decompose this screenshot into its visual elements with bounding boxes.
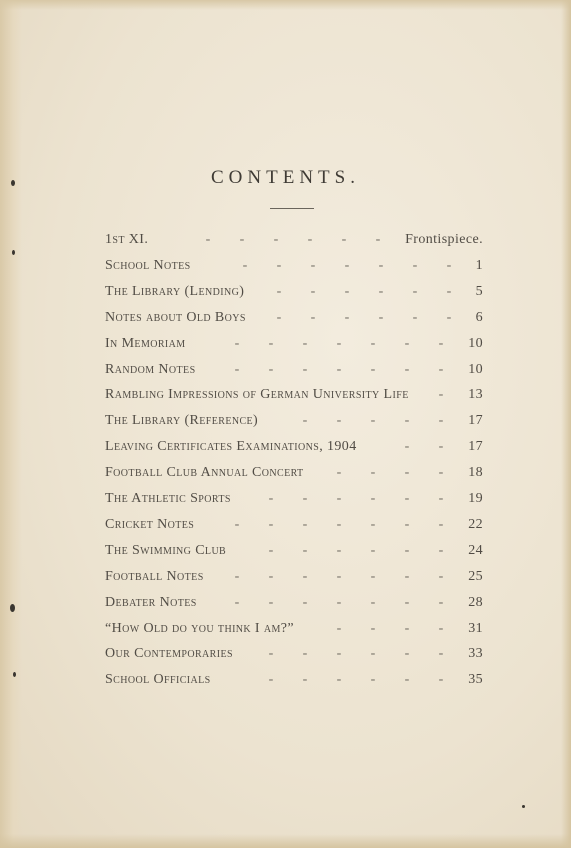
toc-entry-title: The Swimming Club xyxy=(105,542,227,558)
toc-entry-page: 10 xyxy=(468,335,483,351)
toc-entry-page: 19 xyxy=(468,491,483,506)
toc-entry xyxy=(105,670,483,690)
toc-entry xyxy=(105,541,483,561)
toc-entry-title: 1st XI. xyxy=(105,232,149,247)
toc-entry xyxy=(105,385,483,405)
toc-leader-dashes: - - - - - - xyxy=(276,283,452,299)
toc-entry-page: 22 xyxy=(468,516,483,532)
toc-leader-dashes: - - - - - - xyxy=(268,672,444,688)
toc-leader-dashes: - - - - - - - xyxy=(234,335,444,351)
toc-entry-title: Random Notes xyxy=(105,361,196,377)
toc-entry xyxy=(105,593,483,613)
toc-entry-title: Leaving Certificates Examinations, 1904 xyxy=(105,439,357,455)
toc-entry-page: 25 xyxy=(468,568,483,584)
toc-entry-page: 31 xyxy=(468,620,483,636)
toc-entry-title: The Library (Lending) xyxy=(105,283,245,299)
toc-entry xyxy=(105,282,483,302)
toc-entry-page: Frontispiece. xyxy=(405,232,483,247)
toc-leader-dashes: - - - - xyxy=(336,620,444,636)
toc-entry-page: 5 xyxy=(475,283,483,299)
toc-entry-page: 10 xyxy=(468,361,483,377)
toc-entry xyxy=(105,463,483,483)
page-title: CONTENTS. xyxy=(211,167,360,188)
toc-leader-dashes: - - - - - xyxy=(302,413,444,429)
toc-entry-page: 1 xyxy=(475,257,483,273)
toc-entry-page: 28 xyxy=(468,594,483,610)
title-divider xyxy=(270,208,314,209)
page-left-edge xyxy=(0,0,22,848)
toc-leader-dashes: - - - - - - xyxy=(268,646,444,662)
toc-entry-title: Football Notes xyxy=(105,568,204,584)
toc-entry xyxy=(105,256,483,276)
toc-entry xyxy=(105,230,483,250)
toc-entry-title: Our Contemporaries xyxy=(105,646,233,662)
toc-entry-title: The Library (Reference) xyxy=(105,413,259,429)
toc-leader-dashes: - - - - - - - xyxy=(242,257,452,273)
toc-entry-title: Debater Notes xyxy=(105,594,197,610)
toc-leader-dashes: - xyxy=(438,387,444,403)
toc-leader-dashes: - - - - - - xyxy=(268,542,444,558)
toc-entry-title: School Officials xyxy=(105,672,211,688)
toc-entry-title: Rambling Impressions of German University Life xyxy=(105,387,409,403)
toc-entry-title: School Notes xyxy=(105,257,191,273)
toc-entry-page: 17 xyxy=(468,413,483,429)
toc-leader-dashes: - - - - - - - xyxy=(234,516,444,532)
page-top-edge xyxy=(0,0,571,10)
toc-entry xyxy=(105,437,483,457)
toc-entry-title: “How Old do you think I am?” xyxy=(105,620,295,636)
toc-entry-page: 17 xyxy=(468,439,483,455)
toc-entry xyxy=(105,515,483,535)
toc-leader-dashes: - - - - - - - xyxy=(234,361,444,377)
toc-entry-page: 24 xyxy=(468,542,483,558)
toc-entry-page: 33 xyxy=(468,646,483,662)
toc-entry xyxy=(105,411,483,431)
toc-entry-page: 35 xyxy=(468,672,483,688)
toc-entry xyxy=(105,308,483,328)
toc-entry-page: 18 xyxy=(468,465,483,481)
toc-entry-page: 6 xyxy=(475,309,483,325)
ink-speck xyxy=(522,805,525,808)
ink-speck xyxy=(12,250,15,255)
toc-entry-title: The Athletic Sports xyxy=(105,491,231,506)
toc-entry xyxy=(105,334,483,354)
toc-leader-dashes: - - - - - - xyxy=(268,491,444,506)
toc-entry-title: Notes about Old Boys xyxy=(105,309,246,325)
toc-leader-dashes: - - xyxy=(404,439,444,455)
page-right-edge xyxy=(561,0,571,848)
toc-entry-page: 13 xyxy=(468,387,483,403)
toc-entry-title: Cricket Notes xyxy=(105,516,195,532)
toc-entry-title: Football Club Annual Concert xyxy=(105,465,304,481)
toc-entry xyxy=(105,644,483,664)
toc-leader-dashes: - - - - xyxy=(336,465,444,481)
toc-leader-dashes: - - - - - - - xyxy=(234,594,444,610)
toc-entry xyxy=(105,489,483,509)
toc-entry xyxy=(105,360,483,380)
ink-speck xyxy=(13,672,16,677)
toc-leader-dashes: - - - - - - xyxy=(205,232,381,247)
toc-entry-title: In Memoriam xyxy=(105,335,186,351)
toc-leader-dashes: - - - - - - xyxy=(276,309,452,325)
page-bottom-edge xyxy=(0,834,571,848)
ink-speck xyxy=(10,604,15,612)
toc-entry xyxy=(105,567,483,587)
toc-leader-dashes: - - - - - - - xyxy=(234,568,444,584)
toc-entry xyxy=(105,619,483,639)
